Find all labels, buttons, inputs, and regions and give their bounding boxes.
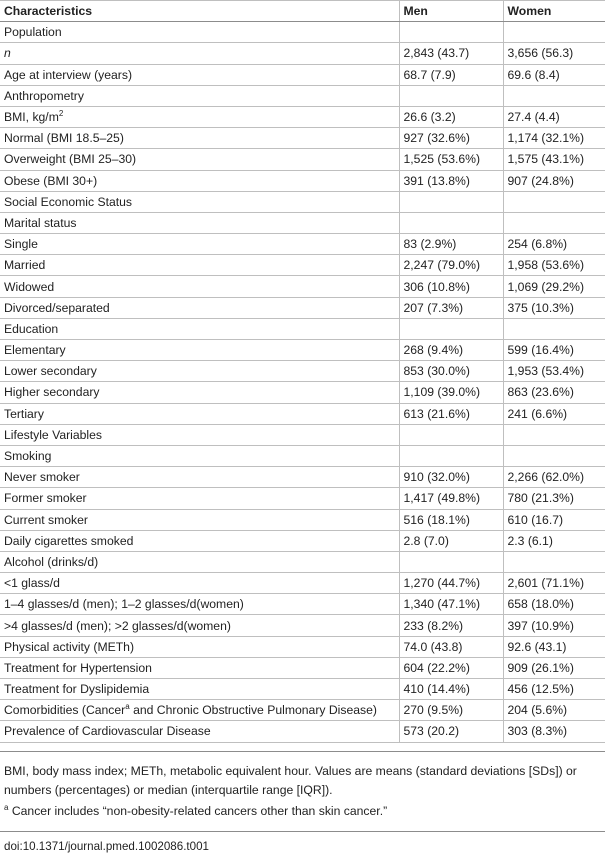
row-label-text: Marital status: [4, 215, 77, 230]
row-label: [0, 573, 399, 594]
table-row: [0, 106, 605, 127]
men-value: 604 (22.2%): [399, 657, 503, 678]
row-label: [0, 594, 399, 615]
men-value: 2,247 (79.0%): [399, 255, 503, 276]
row-label: [0, 318, 399, 339]
row-label-text: Overweight (BMI 25–30): [4, 152, 137, 167]
men-value: 68.7 (7.9): [399, 64, 503, 85]
table-row: [0, 594, 605, 615]
women-value: 1,958 (53.6%): [503, 255, 605, 276]
row-label-text: Physical activity (METh): [4, 639, 135, 654]
row-label: [0, 488, 399, 509]
women-value: [503, 318, 605, 339]
row-label-text: n: [4, 46, 11, 61]
row-label: [0, 636, 399, 657]
men-value: 83 (2.9%): [399, 234, 503, 255]
row-label: [0, 679, 399, 700]
table-header-row: [0, 1, 605, 22]
women-value: 863 (23.6%): [503, 382, 605, 403]
row-label: [0, 128, 399, 149]
table-row: [0, 85, 605, 106]
men-value: [399, 318, 503, 339]
row-label: [0, 22, 399, 43]
row-label-text: Daily cigarettes smoked: [4, 533, 134, 548]
women-value: 1,069 (29.2%): [503, 276, 605, 297]
row-label: [0, 700, 399, 721]
women-value: 658 (18.0%): [503, 594, 605, 615]
row-label-text: <1 glass/d: [4, 576, 60, 591]
row-label: [0, 721, 399, 742]
row-label-text: Divorced/separated: [4, 300, 110, 315]
women-value: 254 (6.8%): [503, 234, 605, 255]
men-value: 391 (13.8%): [399, 170, 503, 191]
table-notes: [0, 751, 605, 821]
row-label-text: Anthropometry: [4, 88, 84, 103]
row-label-text: Never smoker: [4, 470, 80, 485]
table-row: [0, 530, 605, 551]
header-men: Men: [399, 1, 503, 22]
men-value: 573 (20.2): [399, 721, 503, 742]
women-value: 1,575 (43.1%): [503, 149, 605, 170]
table-row: [0, 234, 605, 255]
row-label: [0, 615, 399, 636]
women-value: [503, 85, 605, 106]
women-value: 599 (16.4%): [503, 340, 605, 361]
women-value: 1,174 (32.1%): [503, 128, 605, 149]
men-value: 1,525 (53.6%): [399, 149, 503, 170]
table-row: [0, 212, 605, 233]
women-value: 69.6 (8.4): [503, 64, 605, 85]
row-label-text: >4 glasses/d (men); >2 glasses/d(women): [4, 618, 231, 633]
men-value: [399, 212, 503, 233]
row-label: [0, 340, 399, 361]
table-row: [0, 170, 605, 191]
table-row: [0, 636, 605, 657]
row-label-text: Social Economic Status: [4, 194, 133, 209]
row-label: [0, 191, 399, 212]
row-label: [0, 297, 399, 318]
men-value: 270 (9.5%): [399, 700, 503, 721]
table-row: [0, 276, 605, 297]
women-value: 303 (8.3%): [503, 721, 605, 742]
table-row: [0, 551, 605, 572]
row-label-text: Prevalence of Cardiovascular Disease: [4, 724, 211, 739]
row-label-text: Lifestyle Variables: [4, 427, 102, 442]
table-row: [0, 467, 605, 488]
table-row: [0, 509, 605, 530]
women-value: 2,266 (62.0%): [503, 467, 605, 488]
row-label: [0, 64, 399, 85]
men-value: 207 (7.3%): [399, 297, 503, 318]
women-value: [503, 22, 605, 43]
row-label-text: Higher secondary: [4, 385, 100, 400]
row-label-text: Lower secondary: [4, 364, 97, 379]
men-value: [399, 191, 503, 212]
superscript: a: [125, 702, 130, 712]
men-value: 910 (32.0%): [399, 467, 503, 488]
women-value: 375 (10.3%): [503, 297, 605, 318]
women-value: 92.6 (43.1): [503, 636, 605, 657]
men-value: 2.8 (7.0): [399, 530, 503, 551]
row-label-text: 1–4 glasses/d (men); 1–2 glasses/d(women): [4, 597, 244, 612]
table-row: [0, 255, 605, 276]
row-label: [0, 43, 399, 64]
men-value: 1,109 (39.0%): [399, 382, 503, 403]
row-label: [0, 509, 399, 530]
table-row: [0, 318, 605, 339]
row-label: [0, 276, 399, 297]
row-label: [0, 106, 399, 127]
women-value: 241 (6.6%): [503, 403, 605, 424]
row-label-text: Treatment for Dyslipidemia: [4, 682, 150, 697]
men-value: 268 (9.4%): [399, 340, 503, 361]
women-value: [503, 212, 605, 233]
women-value: [503, 445, 605, 466]
table-row: [0, 340, 605, 361]
women-value: 907 (24.8%): [503, 170, 605, 191]
men-value: 1,340 (47.1%): [399, 594, 503, 615]
table-body: [0, 22, 605, 742]
table-row: [0, 403, 605, 424]
row-label: [0, 403, 399, 424]
women-value: 397 (10.9%): [503, 615, 605, 636]
abbreviations-note: BMI, body mass index; METh, metabolic equivalent hour. Values are means (standard deviations [SDs]) or numbers (percentages) or median (interquartile range [IQR]).: [4, 763, 577, 797]
women-value: 909 (26.1%): [503, 657, 605, 678]
men-value: 74.0 (43.8): [399, 636, 503, 657]
men-value: [399, 445, 503, 466]
row-label: [0, 445, 399, 466]
women-value: 2,601 (71.1%): [503, 573, 605, 594]
row-label-text: Obese (BMI 30+): [4, 173, 98, 188]
men-value: [399, 85, 503, 106]
row-label: [0, 255, 399, 276]
table-row: [0, 424, 605, 445]
footnote-text: Cancer includes “non-obesity-related cancers other than skin cancer.”: [8, 803, 388, 818]
table-row: [0, 445, 605, 466]
table-row: [0, 43, 605, 64]
row-label-text: Comorbidities (Cancer: [4, 703, 126, 718]
women-value: 2.3 (6.1): [503, 530, 605, 551]
women-value: 1,953 (53.4%): [503, 361, 605, 382]
women-value: [503, 191, 605, 212]
row-label-text: Single: [4, 237, 38, 252]
table-row: [0, 361, 605, 382]
men-value: 1,417 (49.8%): [399, 488, 503, 509]
row-label: [0, 424, 399, 445]
row-label-text: Tertiary: [4, 406, 44, 421]
doi-line: doi:10.1371/journal.pmed.1002086.t001: [0, 831, 605, 853]
men-value: 2,843 (43.7): [399, 43, 503, 64]
row-label-text: Normal (BMI 18.5–25): [4, 131, 124, 146]
table-row: [0, 615, 605, 636]
row-label-text: Elementary: [4, 343, 66, 358]
women-value: 780 (21.3%): [503, 488, 605, 509]
row-label-text: Alcohol (drinks/d): [4, 554, 99, 569]
superscript: 2: [58, 108, 64, 118]
table-row: [0, 721, 605, 742]
table-row: [0, 149, 605, 170]
men-value: [399, 424, 503, 445]
row-label: [0, 530, 399, 551]
women-value: 610 (16.7): [503, 509, 605, 530]
table-row: [0, 128, 605, 149]
women-value: 204 (5.6%): [503, 700, 605, 721]
men-value: 410 (14.4%): [399, 679, 503, 700]
men-value: 516 (18.1%): [399, 509, 503, 530]
women-value: 456 (12.5%): [503, 679, 605, 700]
table-row: [0, 191, 605, 212]
row-label: [0, 85, 399, 106]
men-value: 1,270 (44.7%): [399, 573, 503, 594]
women-value: [503, 424, 605, 445]
table-row: [0, 22, 605, 43]
row-label: [0, 657, 399, 678]
row-label-text: Smoking: [4, 449, 52, 464]
men-value: 26.6 (3.2): [399, 106, 503, 127]
row-label-continuation: and Chronic Obstructive Pulmonary Disease): [129, 703, 377, 718]
row-label-text: Population: [4, 25, 62, 40]
header-women: Women: [503, 1, 605, 22]
footnote: [4, 802, 601, 821]
men-value: [399, 22, 503, 43]
footnote-mark: a: [4, 802, 9, 812]
row-label: [0, 170, 399, 191]
row-label-text: Former smoker: [4, 491, 87, 506]
row-label: [0, 382, 399, 403]
table-row: [0, 488, 605, 509]
row-label-text: Married: [4, 258, 46, 273]
men-value: 306 (10.8%): [399, 276, 503, 297]
women-value: 3,656 (56.3): [503, 43, 605, 64]
men-value: [399, 551, 503, 572]
header-characteristics: Characteristics: [0, 1, 399, 22]
men-value: 613 (21.6%): [399, 403, 503, 424]
row-label: [0, 234, 399, 255]
row-label-text: Current smoker: [4, 512, 88, 527]
women-value: [503, 551, 605, 572]
table-row: [0, 657, 605, 678]
men-value: 233 (8.2%): [399, 615, 503, 636]
row-label: [0, 551, 399, 572]
row-label: [0, 212, 399, 233]
women-value: 27.4 (4.4): [503, 106, 605, 127]
table-row: [0, 679, 605, 700]
row-label-text: Age at interview (years): [4, 67, 133, 82]
table-row: [0, 297, 605, 318]
table-row: [0, 64, 605, 85]
row-label-text: Treatment for Hypertension: [4, 660, 152, 675]
row-label-text: Education: [4, 321, 59, 336]
table-row: [0, 700, 605, 721]
table-row: [0, 382, 605, 403]
men-value: 927 (32.6%): [399, 128, 503, 149]
row-label-text: Widowed: [4, 279, 55, 294]
men-value: 853 (30.0%): [399, 361, 503, 382]
row-label: [0, 467, 399, 488]
row-label: [0, 149, 399, 170]
table-row: [0, 573, 605, 594]
row-label: [0, 361, 399, 382]
row-label-text: BMI, kg/m: [4, 110, 59, 125]
